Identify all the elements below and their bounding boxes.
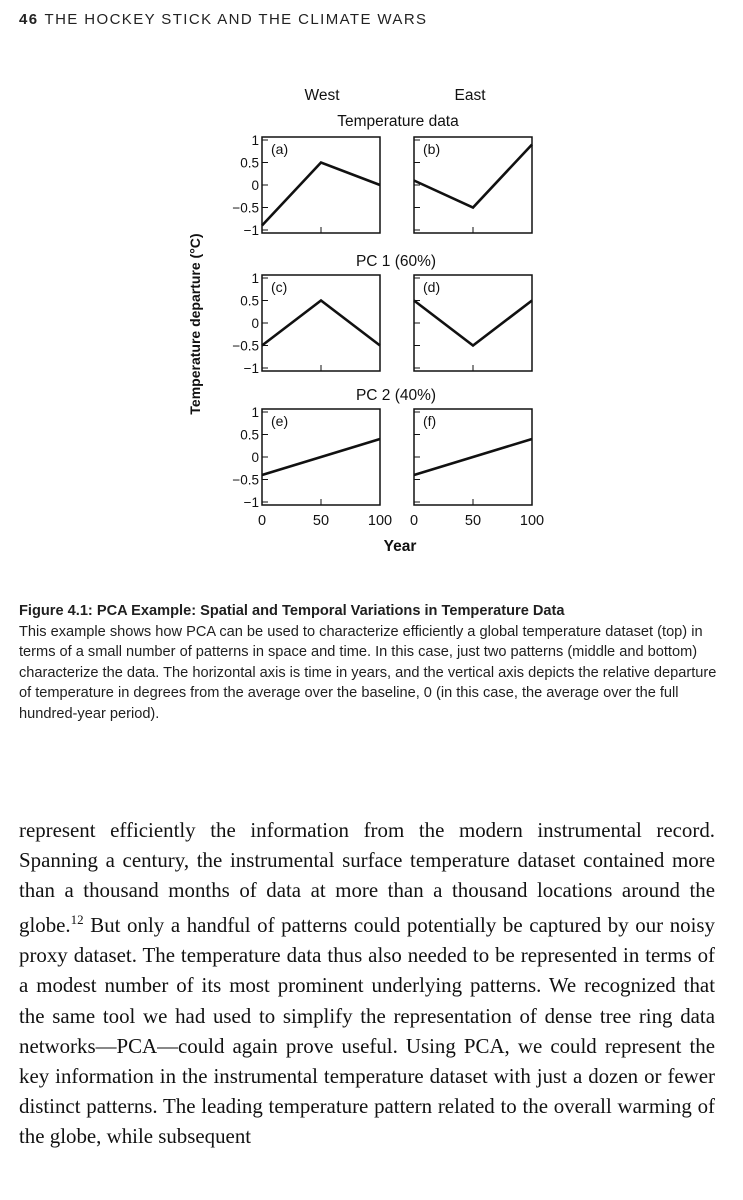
footnote-ref: 12: [70, 912, 84, 928]
panel-label-c: (c): [271, 279, 288, 295]
y-tick-label: 0: [251, 178, 259, 193]
x-tick-label: 50: [312, 513, 330, 529]
y-tick-label: −0.5: [232, 338, 259, 354]
caption-text: This example shows how PCA can be used to characterize efficiently a global temperature dataset (top) in terms of a small number of patterns in space and time. In this case, just two patterns (middle and bottom) characterize the data. The horizontal axis is time in years, and the vertical axis depicts the relative departure of temperature in degrees from the average over the baseline, 0 (in this case, the average over the full hundred-year period).: [19, 623, 717, 722]
page-number: 46: [19, 11, 39, 28]
panel-label-e: (e): [271, 413, 289, 429]
y-tick-label: 0.5: [240, 155, 259, 171]
y-tick-label: 0: [251, 450, 259, 465]
panel-label-a: (a): [271, 141, 289, 157]
y-tick-label: −1: [243, 495, 259, 510]
running-title: THE HOCKEY STICK AND THE CLIMATE WARS: [44, 11, 428, 28]
y-tick-label: 0.5: [240, 293, 259, 309]
panel-label-f: (f): [423, 413, 437, 429]
y-tick-label: −0.5: [232, 472, 259, 488]
y-tick-label: 1: [251, 271, 259, 286]
x-tick-label: 100: [367, 513, 393, 529]
figure-caption: [19, 601, 719, 724]
running-header: [19, 11, 427, 28]
series-line-f: [414, 439, 532, 475]
series-line-a: [262, 163, 380, 226]
caption-title: Figure 4.1: PCA Example: Spatial and Temporal Variations in Temperature Data: [19, 603, 565, 619]
body-paragraph-continued: But only a handful of patterns could potentially be captured by our noisy proxy dataset. The temperature data thus also needed to be represented in terms of a modest number of its most prominent underlying patterns. We recognized that the same tool we had used to simplify the representation of dense tree ring data networks—PCA—could again prove useful. Using PCA, we could represent the key information in the instrumental temperature dataset with just a dozen or fewer distinct patterns. The leading temperature pattern related to the overall warming of the globe, while subsequent: [19, 913, 715, 1148]
x-tick-label: 0: [409, 513, 419, 529]
column-label-west: West: [304, 87, 340, 104]
y-tick-label: 1: [251, 133, 259, 148]
body-text: [19, 815, 715, 1151]
row-title-pc1: PC 1 (60%): [355, 253, 437, 270]
y-tick-label: 1: [251, 405, 259, 420]
x-tick-label: 0: [257, 513, 267, 529]
body-paragraph: [19, 815, 715, 1151]
x-axis-label: Year: [383, 538, 417, 555]
y-tick-label: −1: [243, 223, 259, 238]
y-axis-label: Temperature departure (°C): [187, 233, 203, 415]
series-line-c: [262, 301, 380, 346]
x-tick-label: 100: [519, 513, 545, 529]
body-paragraph-start: represent efficiently the information from the modern instrumental record. Spanning a century, the instrumental surface temperature dataset contained more than a thousand months of data at more than a thousand locations around the globe.: [19, 818, 715, 938]
x-tick-label: 50: [464, 513, 482, 529]
series-line-d: [414, 301, 532, 346]
row-title-pc2: PC 2 (40%): [355, 387, 437, 404]
column-label-east: East: [454, 87, 486, 104]
pca-figure: [170, 78, 560, 558]
y-tick-label: 0.5: [240, 427, 259, 443]
chart-panels: [232, 133, 544, 529]
panel-label-b: (b): [423, 141, 441, 157]
y-tick-label: −1: [243, 361, 259, 376]
series-line-e: [262, 439, 380, 475]
y-tick-label: −0.5: [232, 200, 259, 216]
row-title-temperature-data: Temperature data: [337, 113, 459, 130]
panel-label-d: (d): [423, 279, 441, 295]
y-tick-label: 0: [251, 316, 259, 331]
